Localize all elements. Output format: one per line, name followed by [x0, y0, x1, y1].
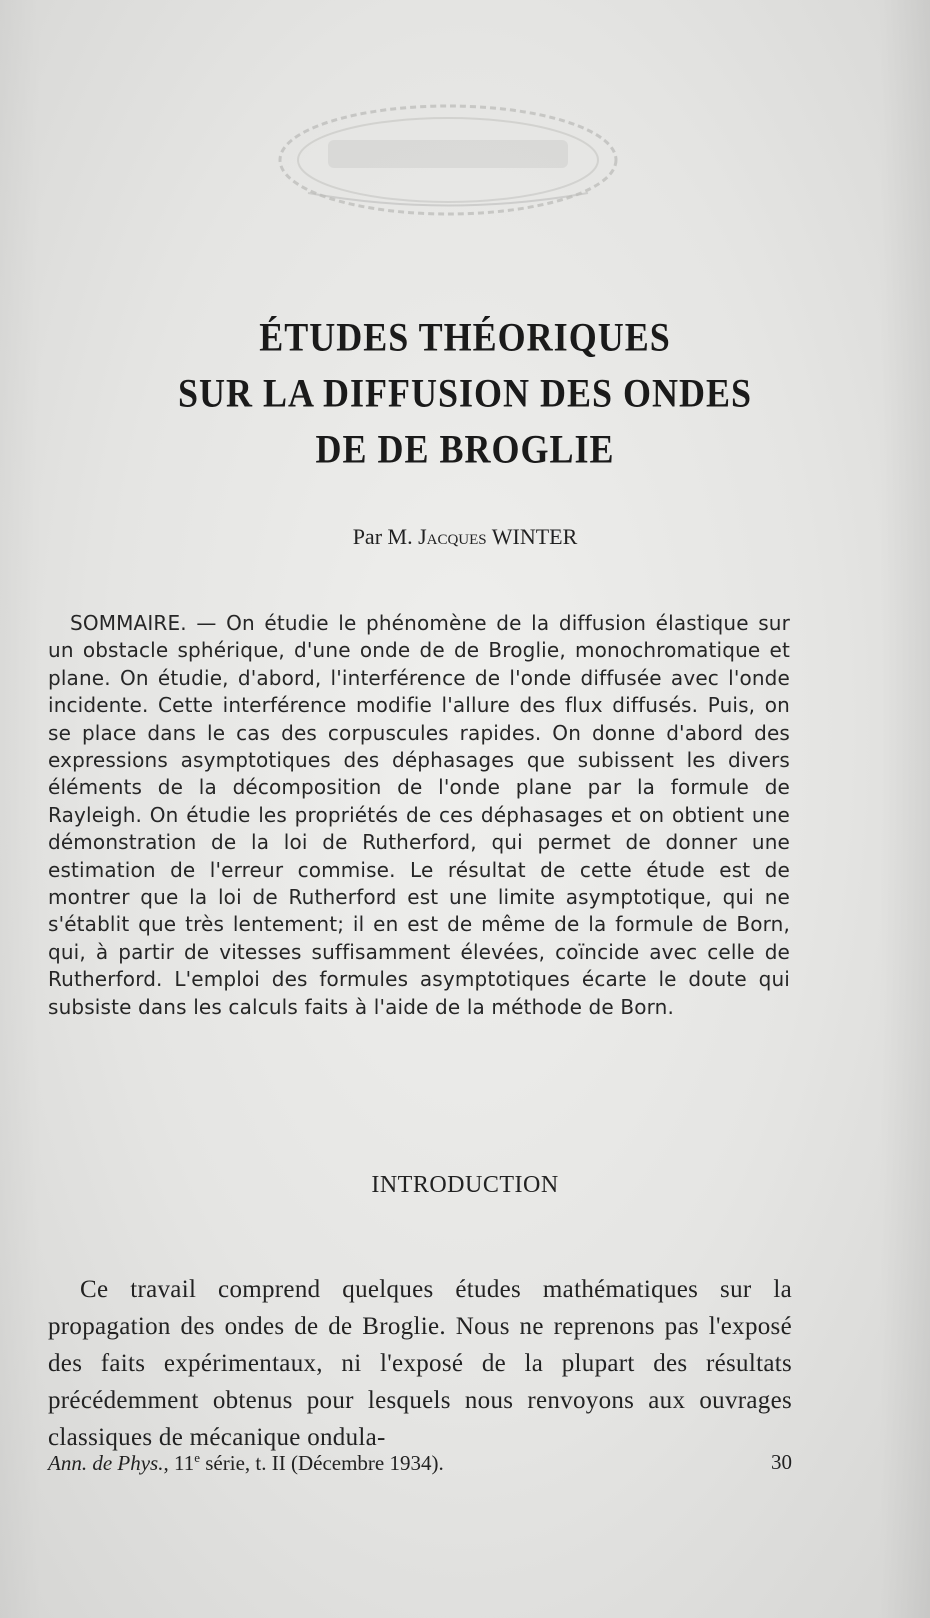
author-last-name: WINTER [486, 524, 578, 549]
introduction-paragraph: Ce travail comprend quelques études mathématiques sur la propagation des ondes de de Broglie. Nous ne reprenons pas l'exposé des faits expérimentaux, ni l'exposé de la plupart des résultats précédemment obtenus pour lesquels nous renvoyons aux ouvrages classiques de mécanique ondula- [48, 1276, 792, 1451]
author-byline [0, 524, 930, 550]
citation-details: série, t. II (Décembre 1934). [200, 1451, 444, 1475]
section-heading-introduction: INTRODUCTION [371, 1172, 559, 1198]
title-line-3: DE DE BROGLIE [315, 426, 615, 472]
title-line-1: ÉTUDES THÉORIQUES [259, 314, 671, 360]
author-first-name: Jacques [418, 524, 487, 549]
library-stamp [268, 98, 628, 223]
abstract-paragraph: SOMMAIRE. — On étudie le phénomène de la diffusion élastique sur un obstacle sphérique, d'une onde de de Broglie, monochromatique et plane. On étudie, d'abord, l'interférence de l'onde diffusée avec l'onde incidente. Cette interférence modifie l'allure des flux diffusés. Puis, on se place dans le cas des corpuscules rapides. On donne d'abord des expressions asymptotiques des déphasages que subissent les divers éléments de la décomposition de l'onde plane par la formule de Rayleigh. On étudie les propriétés de ces déphasages et on obtient une démonstration de la loi de Rutherford, qui permet de donner une estimation de l'erreur commise. Le résultat de cette étude est de montrer que la loi de Rutherford est une limite asymptotique, qui ne s'établit que très lentement; il en est de même de la formule de Born, qui, à partir de vitesses suffisamment élevées, coïncide avec celle de Rutherford. L'emploi des formules asymptotiques écarte le doute qui subsiste dans les calculs faits à l'aide de la méthode de Born. [48, 611, 790, 1019]
title-line-2: SUR LA DIFFUSION DES ONDES [177, 370, 753, 416]
author-prefix: Par M. [352, 524, 419, 549]
series-superscript: e [194, 1450, 200, 1465]
journal-citation [48, 1450, 444, 1476]
page-number: 30 [771, 1450, 792, 1474]
page-footer [48, 1450, 792, 1480]
series-number: , 11 [163, 1451, 195, 1475]
journal-name: Ann. de Phys. [48, 1451, 164, 1475]
